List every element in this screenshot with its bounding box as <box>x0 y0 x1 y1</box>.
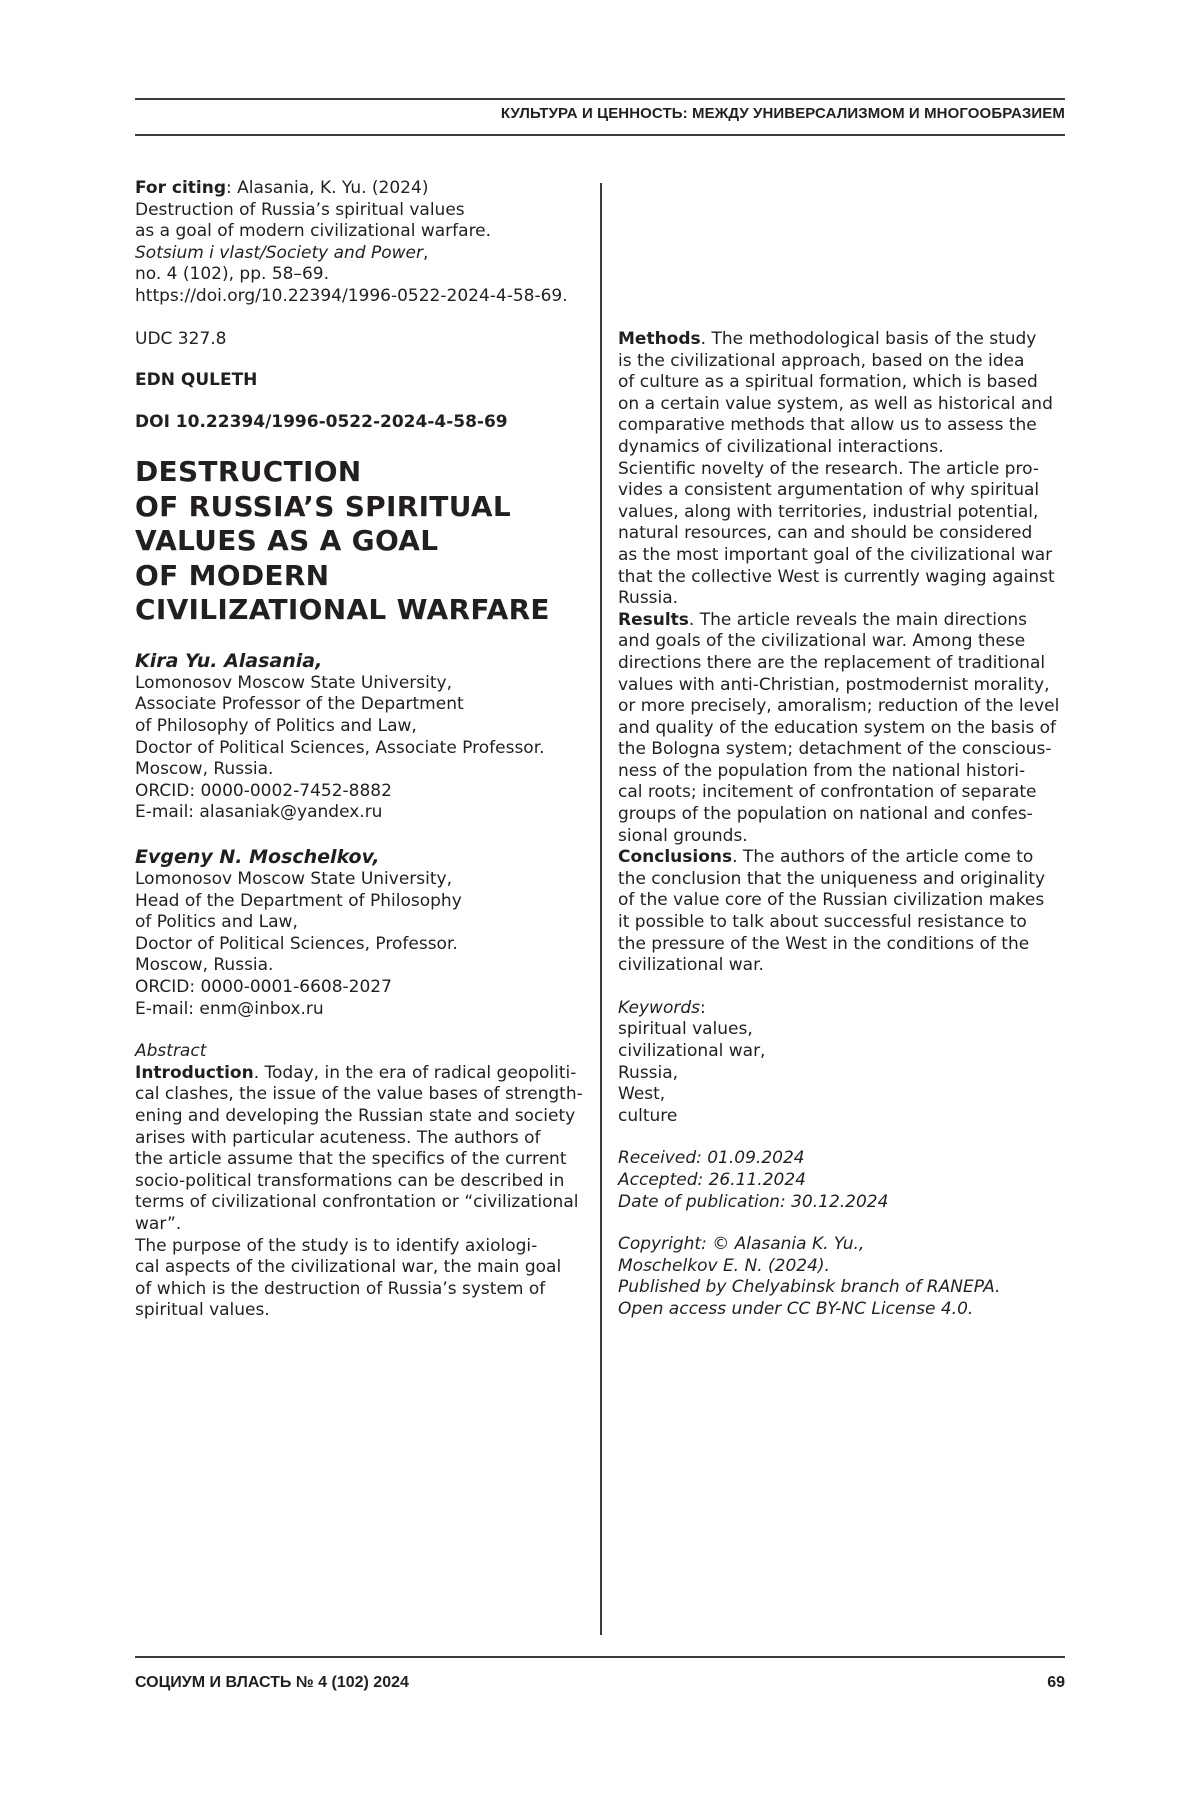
methods-label: Methods <box>618 329 701 349</box>
author-2 <box>135 846 590 1020</box>
publication-date: Date of publication: 30.12.2024 <box>618 1191 889 1212</box>
results-line: and quality of the education system on the basis of <box>618 717 1056 738</box>
purpose-line: The purpose of the study is to identify axiologi- <box>135 1235 538 1256</box>
author-2-line: Head of the Department of Philosophy <box>135 890 462 911</box>
copyright-line: Moschelkov E. N. (2024). <box>618 1255 830 1276</box>
author-1 <box>135 650 590 824</box>
introduction-line: war”. <box>135 1213 182 1234</box>
title-line: OF RUSSIA’S SPIRITUAL <box>135 489 511 523</box>
citation-doi-link[interactable]: https://doi.org/10.22394/1996-0522-2024-4-58-69. <box>135 285 568 306</box>
conclusions-line: of the value core of the Russian civilization makes <box>618 890 1045 911</box>
introduction-line: arises with particular acuteness. The authors of <box>135 1127 541 1148</box>
introduction-line: ening and developing the Russian state and society <box>135 1105 576 1126</box>
results-line: cal roots; incitement of confrontation of separate <box>618 782 1037 803</box>
conclusions-line: it possible to talk about successful resistance to <box>618 912 1027 933</box>
copyright-line: Open access under CC BY-NC License 4.0. <box>618 1298 974 1319</box>
keywords-label-suffix: : <box>700 997 706 1018</box>
copyright-line: Copyright: © Alasania K. Yu., <box>618 1234 865 1255</box>
citation-journal: Sotsium i vlast/Society and Power <box>135 242 423 263</box>
novelty-line: Russia. <box>618 588 679 609</box>
author-1-name: Kira Yu. Alasania, <box>135 649 323 672</box>
author-1-orcid: ORCID: 0000-0002-7452-8882 <box>135 780 392 801</box>
citation-line1: : Alasania, K. Yu. (2024) <box>226 178 429 198</box>
author-2-email: E-mail: enm@inbox.ru <box>135 998 324 1019</box>
results-line: . The article reveals the main directions <box>688 609 1028 630</box>
author-2-orcid: ORCID: 0000-0001-6608-2027 <box>135 976 392 997</box>
author-2-name: Evgeny N. Moschelkov, <box>135 846 380 868</box>
article-title <box>135 455 590 628</box>
udc: UDC 327.8 <box>135 328 227 349</box>
author-1-line: of Philosophy of Politics and Law, <box>135 716 417 737</box>
copyright <box>618 1234 1068 1320</box>
copyright-line: Published by Chelyabinsk branch of RANEPA. <box>618 1277 1001 1298</box>
purpose-line: spiritual values. <box>135 1300 270 1321</box>
conclusions-line: the conclusion that the uniqueness and originality <box>618 868 1046 889</box>
novelty-line: as the most important goal of the civilizational war <box>618 544 1053 565</box>
introduction-line: . Today, in the era of radical geopoliti- <box>253 1062 577 1083</box>
abstract-label: Abstract <box>135 1041 207 1062</box>
footer-rule <box>135 1656 1065 1658</box>
purpose-line: of which is the destruction of Russia’s system of <box>135 1278 546 1299</box>
author-1-line: Moscow, Russia. <box>135 759 274 780</box>
edn: EDN QULETH <box>135 370 258 391</box>
abstract-methods <box>618 329 1068 610</box>
header-bottom-rule <box>135 134 1065 136</box>
author-1-email: E-mail: alasaniak@yandex.ru <box>135 802 383 823</box>
column-divider <box>600 183 602 1635</box>
title-line: DESTRUCTION <box>135 455 362 489</box>
keywords <box>618 998 1068 1128</box>
methods-line: is the civilizational approach, based on the idea <box>618 350 1025 371</box>
citation-block <box>135 178 590 308</box>
keywords-label: Keywords <box>618 997 701 1018</box>
author-1-line: Associate Professor of the Department <box>135 694 464 715</box>
methods-line: dynamics of civilizational interactions. <box>618 436 944 457</box>
keyword-item: Russia, <box>618 1062 679 1083</box>
results-line: directions there are the replacement of traditional <box>618 652 1046 673</box>
abstract-conclusions <box>618 847 1068 977</box>
novelty-line: that the collective West is currently waging against <box>618 566 1055 587</box>
keyword-item: West, <box>618 1084 666 1105</box>
author-2-line: Moscow, Russia. <box>135 955 274 976</box>
running-title: КУЛЬТУРА И ЦЕННОСТЬ: МЕЖДУ УНИВЕРСАЛИЗМОМ И МНОГООБРАЗИЕМ <box>500 105 1065 122</box>
methods-line: of culture as a spiritual formation, which is based <box>618 372 1038 393</box>
citation-line5: no. 4 (102), pp. 58–69. <box>135 264 329 285</box>
methods-line: comparative methods that allow us to assess the <box>618 415 1037 436</box>
author-1-line: Doctor of Political Sciences, Associate Professor. <box>135 737 545 758</box>
left-column <box>135 178 590 1322</box>
keyword-item: spiritual values, <box>618 1019 753 1040</box>
keyword-item: culture <box>618 1105 678 1126</box>
right-column <box>618 329 1068 1321</box>
citation-journal-after: , <box>423 242 429 263</box>
title-line: OF MODERN <box>135 558 330 592</box>
introduction-line: terms of civilizational confrontation or “civilizational <box>135 1192 579 1213</box>
abstract-results <box>618 610 1068 848</box>
keyword-item: civilizational war, <box>618 1041 766 1061</box>
conclusions-line: civilizational war. <box>618 955 764 976</box>
page-number: 69 <box>1047 1674 1065 1691</box>
results-line: sional grounds. <box>618 825 748 846</box>
results-line: the Bologna system; detachment of the conscious- <box>618 739 1052 760</box>
citation-label: For citing <box>135 178 227 198</box>
author-1-line: Lomonosov Moscow State University, <box>135 672 452 693</box>
author-2-line: Doctor of Political Sciences, Professor. <box>135 933 458 954</box>
novelty-line: values, along with territories, industrial potential, <box>618 501 1039 522</box>
introduction-line: the article assume that the specifics of the current <box>135 1149 567 1170</box>
results-label: Results <box>618 609 689 630</box>
conclusions-line: . The authors of the article come to <box>732 847 1034 868</box>
conclusions-line: the pressure of the West in the conditions of the <box>618 933 1030 954</box>
accepted-date: Accepted: 26.11.2024 <box>618 1169 806 1190</box>
publication-dates <box>618 1148 1068 1213</box>
title-line: CIVILIZATIONAL WARFARE <box>135 593 550 627</box>
results-line: or more precisely, amoralism; reduction of the level <box>618 696 1060 717</box>
title-line: VALUES AS A GOAL <box>135 524 439 558</box>
novelty-line: natural resources, can and should be considered <box>618 523 1033 544</box>
footer-journal-issue: СОЦИУМ И ВЛАСТЬ № 4 (102) 2024 <box>135 1674 409 1691</box>
abstract-intro <box>135 1041 590 1322</box>
author-2-line: of Politics and Law, <box>135 912 298 933</box>
results-line: groups of the population on national and confes- <box>618 804 1033 825</box>
introduction-line: socio-political transformations can be described in <box>135 1170 565 1191</box>
author-2-line: Lomonosov Moscow State University, <box>135 869 452 889</box>
methods-line: . The methodological basis of the study <box>700 329 1037 349</box>
purpose-line: cal aspects of the civilizational war, the main goal <box>135 1257 562 1278</box>
citation-line3: as a goal of modern civilizational warfare. <box>135 221 492 242</box>
conclusions-label: Conclusions <box>618 847 733 868</box>
introduction-line: cal clashes, the issue of the value bases of strength- <box>135 1084 583 1105</box>
results-line: ness of the population from the national histori- <box>618 760 1026 781</box>
received-date: Received: 01.09.2024 <box>618 1148 805 1169</box>
methods-line: on a certain value system, as well as historical and <box>618 393 1053 414</box>
results-line: values with anti-Christian, postmodernist morality, <box>618 674 1050 695</box>
novelty-line: Scientific novelty of the research. The article pro- <box>618 458 1039 479</box>
doi: DOI 10.22394/1996-0522-2024-4-58-69 <box>135 411 508 432</box>
results-line: and goals of the civilizational war. Among these <box>618 631 1026 652</box>
citation-line2: Destruction of Russia’s spiritual values <box>135 199 465 220</box>
introduction-label: Introduction <box>135 1062 254 1083</box>
header-top-rule <box>135 98 1065 100</box>
novelty-line: vides a consistent argumentation of why spiritual <box>618 480 1040 501</box>
